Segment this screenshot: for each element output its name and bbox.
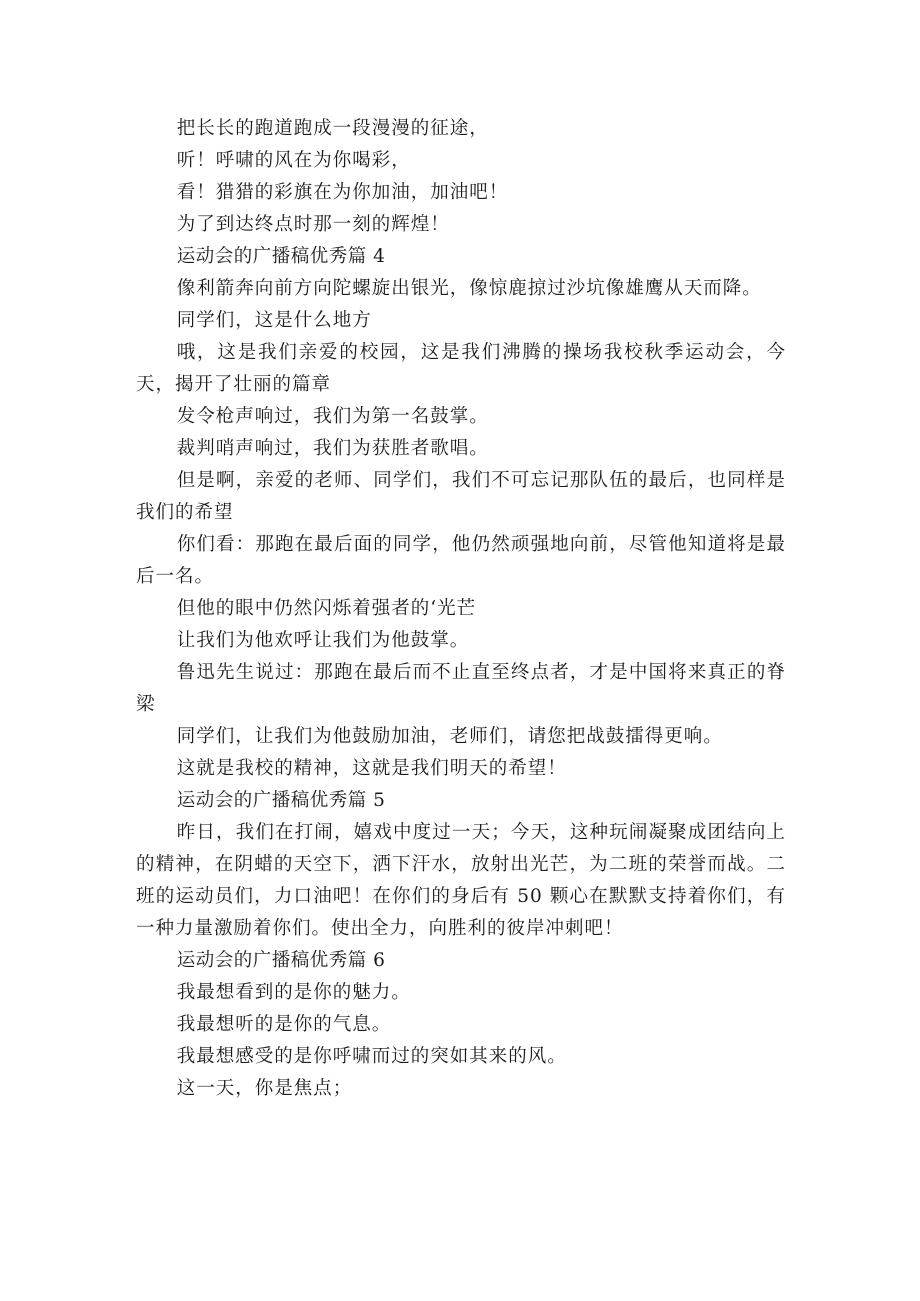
paragraph: 让我们为他欢呼让我们为他鼓掌。: [176, 630, 470, 651]
paragraph: 发令枪声响过，我们为第一名鼓掌。: [176, 406, 489, 427]
paragraph: 这一天，你是焦点；: [176, 1078, 353, 1099]
paragraph: 这就是我校的精神，这就是我们明天的希望！: [176, 758, 567, 779]
paragraph: 我最想感受的是你呼啸而过的突如其来的风。: [176, 1046, 567, 1067]
paragraph: 看！猎猎的彩旗在为你加油，加油吧！: [176, 182, 509, 203]
paragraph: 裁判哨声响过，我们为获胜者歌唱。: [176, 438, 489, 459]
paragraph: 同学们，这是什么地方: [176, 310, 372, 331]
section-heading: 运动会的广播稿优秀篇 5: [176, 790, 386, 811]
paragraph: 昨日，我们在打闹，嬉戏中度过一天；今天，这种玩闹凝聚成团结向上的精神，在阴蜡的天空下，洒下汗水，放射出光芒，为二班的荣誉而战。二班的运动员们，力口油吧！在你们的身后有 50 颗心在默默支持着你们，有一种力量激励着你们。使出全力，向胜利的彼岸冲刺吧！: [136, 822, 786, 939]
paragraph: 但是啊，亲爱的老师、同学们，我们不可忘记那队伍的最后，也同样是我们的希望: [136, 470, 786, 523]
paragraph: 把长长的跑道跑成一段漫漫的征途，: [176, 118, 489, 139]
paragraph: 我最想看到的是你的魅力。: [176, 982, 411, 1003]
paragraph: 但他的眼中仍然闪烁着强者的‘光芒: [176, 598, 477, 619]
paragraph: 听！呼啸的风在为你喝彩，: [176, 150, 411, 171]
paragraph: 我最想听的是你的气息。: [176, 1014, 392, 1035]
section-heading: 运动会的广播稿优秀篇 6: [176, 950, 386, 971]
paragraph: 你们看：那跑在最后面的同学，他仍然顽强地向前，尽管他知道将是最后一名。: [136, 534, 786, 587]
paragraph: 哦，这是我们亲爱的校园，这是我们沸腾的操场我校秋季运动会，今天，揭开了壮丽的篇章: [136, 342, 786, 395]
paragraph: 鲁迅先生说过：那跑在最后而不止直至终点者，才是中国将来真正的脊梁: [136, 662, 786, 715]
paragraph: 为了到达终点时那一刻的辉煌！: [176, 214, 450, 235]
document-body: [136, 113, 786, 1105]
section-heading: 运动会的广播稿优秀篇 4: [176, 246, 386, 267]
paragraph: 同学们，让我们为他鼓励加油，老师们，请您把战鼓擂得更响。: [176, 726, 723, 747]
paragraph: 像利箭奔向前方向陀螺旋出银光，像惊鹿掠过沙坑像雄鹰从天而降。: [176, 278, 762, 299]
